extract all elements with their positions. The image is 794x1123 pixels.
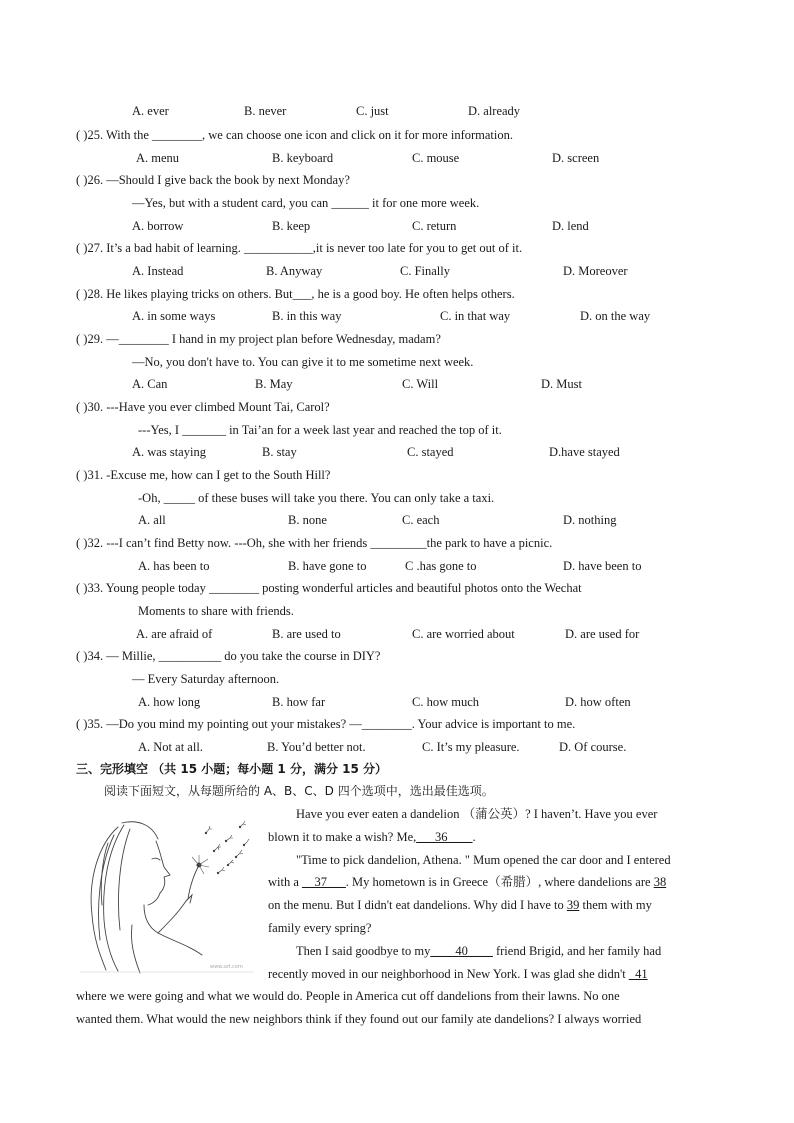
passage-line-10: wanted them. What would the new neighbors think if they found out our family ate dandelions? I always worried — [76, 1012, 642, 1026]
dandelion-icon — [192, 855, 209, 874]
q32-option-b: B. have gone to — [288, 559, 367, 573]
q24-option-a: A. ever — [132, 104, 169, 118]
q33-option-b: B. are used to — [272, 627, 341, 641]
q25-option-c: C. mouse — [412, 151, 460, 165]
q24-option-d: D. already — [468, 104, 521, 118]
passage-line-4a: with a — [268, 875, 303, 889]
passage-line-2b: . — [472, 830, 476, 844]
question-33-line2: Moments to share with friends. — [138, 604, 294, 618]
passage-line-5b: them with my — [579, 898, 652, 912]
q29-option-b: B. May — [255, 377, 293, 391]
question-27: ( )27. It’s a bad habit of learning. ___________,it is never too late for you to get out of it. — [76, 241, 523, 255]
q26-option-d: D. lend — [552, 219, 589, 233]
q27-option-c: C. Finally — [400, 264, 451, 278]
q31-option-a: A. all — [138, 513, 166, 527]
q33-option-d: D. are used for — [565, 627, 640, 641]
q26-option-a: A. borrow — [132, 219, 184, 233]
q25-option-d: D. screen — [552, 151, 600, 165]
question-34-line2: — Every Saturday afternoon. — [132, 672, 280, 686]
passage-line-7 — [296, 943, 661, 959]
question-26: ( )26. —Should I give back the book by next Monday? — [76, 173, 350, 187]
q33-option-a: A. are afraid of — [136, 627, 213, 641]
q31-option-c: C. each — [402, 513, 440, 527]
q29-option-d: D. Must — [541, 377, 582, 391]
question-30: ( )30. ---Have you ever climbed Mount Tai, Carol? — [76, 400, 330, 414]
q29-option-c: C. Will — [402, 377, 439, 391]
q27-option-d: D. Moreover — [563, 264, 628, 278]
q30-option-d: D.have stayed — [549, 445, 620, 459]
q34-option-b: B. how far — [272, 695, 326, 709]
passage-line-9: where we were going and what we would do. People in America cut off dandelions from their lawns. No one — [76, 989, 620, 1003]
question-32: ( )32. ---I can’t find Betty now. ---Oh, she with her friends _________the park to have a picnic. — [76, 536, 553, 550]
q34-option-c: C. how much — [412, 695, 480, 709]
question-26-line2: —Yes, but with a student card, you can ______ it for one more week. — [132, 196, 480, 210]
passage-line-8 — [268, 966, 648, 982]
q35-option-a: A. Not at all. — [138, 740, 203, 754]
blank-41: _41 — [628, 967, 648, 981]
q25-option-b: B. keyboard — [272, 151, 334, 165]
passage-line-6: family every spring? — [268, 921, 372, 935]
q26-option-c: C. return — [412, 219, 457, 233]
q35-option-b: B. You’d better not. — [267, 740, 366, 754]
q35-option-c: C. It’s my pleasure. — [422, 740, 520, 754]
q34-option-d: D. how often — [565, 695, 631, 709]
q29-option-a: A. Can — [132, 377, 168, 391]
q28-option-c: C. in that way — [440, 309, 511, 323]
question-34: ( )34. — Millie, __________ do you take the course in DIY? — [76, 649, 381, 663]
question-29-line2: —No, you don't have to. You can give it to me sometime next week. — [132, 355, 474, 369]
q28-option-d: D. on the way — [580, 309, 651, 323]
section-title: 三、完形填空 （共 15 小题；每小题 1 分，满分 15 分） — [76, 762, 387, 776]
q28-option-a: A. in some ways — [132, 309, 216, 323]
blank-39: 39 — [566, 898, 580, 912]
q26-option-b: B. keep — [272, 219, 311, 233]
girl-blowing-dandelion-illustration — [78, 805, 256, 975]
question-31-line2: -Oh, _____ of these buses will take you there. You can only take a taxi. — [138, 491, 495, 505]
passage-line-4b: . My hometown is in Greece（希腊）, where dandelions are — [345, 875, 654, 889]
passage-line-2 — [268, 829, 476, 845]
q30-option-c: C. stayed — [407, 445, 454, 459]
q30-option-a: A. was staying — [132, 445, 206, 459]
illustration-watermark: www.szt.com — [210, 964, 243, 970]
blank-40: ____40____ — [430, 944, 493, 958]
passage-line-5 — [268, 897, 652, 913]
question-30-line2: ---Yes, I _______ in Tai’an for a week last year and reached the top of it. — [138, 423, 502, 437]
q32-option-c: C .has gone to — [405, 559, 477, 573]
q33-option-c: C. are worried about — [412, 627, 515, 641]
q32-option-d: D. have been to — [563, 559, 642, 573]
passage-line-3: "Time to pick dandelion, Athena. " Mum opened the car door and I entered — [296, 853, 671, 867]
q24-option-c: C. just — [356, 104, 389, 118]
blank-36: ___36____ — [416, 830, 473, 844]
passage-line-4 — [268, 874, 666, 890]
passage-line-1: Have you ever eaten a dandelion （蒲公英）? I haven’t. Have you ever — [296, 807, 658, 821]
q31-option-d: D. nothing — [563, 513, 617, 527]
q28-option-b: B. in this way — [272, 309, 342, 323]
q27-option-a: A. Instead — [132, 264, 184, 278]
passage-line-7b: friend Brigid, and her family had — [492, 944, 662, 958]
passage-line-8a: recently moved in our neighborhood in New York. I was glad she didn't — [268, 967, 629, 981]
passage-line-5a: on the menu. But I didn't eat dandelions. Why did I have to — [268, 898, 567, 912]
blank-37: __37___ — [302, 875, 346, 889]
question-28: ( )28. He likes playing tricks on others. But___, he is a good boy. He often helps others. — [76, 287, 515, 301]
question-25: ( )25. With the ________, we can choose one icon and click on it for more information. — [76, 128, 513, 142]
q27-option-b: B. Anyway — [266, 264, 323, 278]
q25-option-a: A. menu — [136, 151, 180, 165]
question-29: ( )29. —________ I hand in my project plan before Wednesday, madam? — [76, 332, 441, 346]
q31-option-b: B. none — [288, 513, 327, 527]
passage-line-7a: Then I said goodbye to my — [296, 944, 431, 958]
question-35: ( )35. —Do you mind my pointing out your mistakes? —________. Your advice is important to me. — [76, 717, 576, 731]
q35-option-d: D. Of course. — [559, 740, 627, 754]
blank-38: 38 — [653, 875, 667, 889]
q30-option-b: B. stay — [262, 445, 297, 459]
q32-option-a: A. has been to — [138, 559, 210, 573]
q34-option-a: A. how long — [138, 695, 201, 709]
passage-line-2a: blown it to make a wish? Me, — [268, 830, 417, 844]
q24-option-b: B. never — [244, 104, 287, 118]
question-33: ( )33. Young people today ________ posting wonderful articles and beautiful photos onto the Wechat — [76, 581, 582, 595]
section-instruction: 阅读下面短文，从每题所给的 A、B、C、D 四个选项中，选出最佳选项。 — [104, 784, 494, 798]
question-31: ( )31. -Excuse me, how can I get to the South Hill? — [76, 468, 331, 482]
